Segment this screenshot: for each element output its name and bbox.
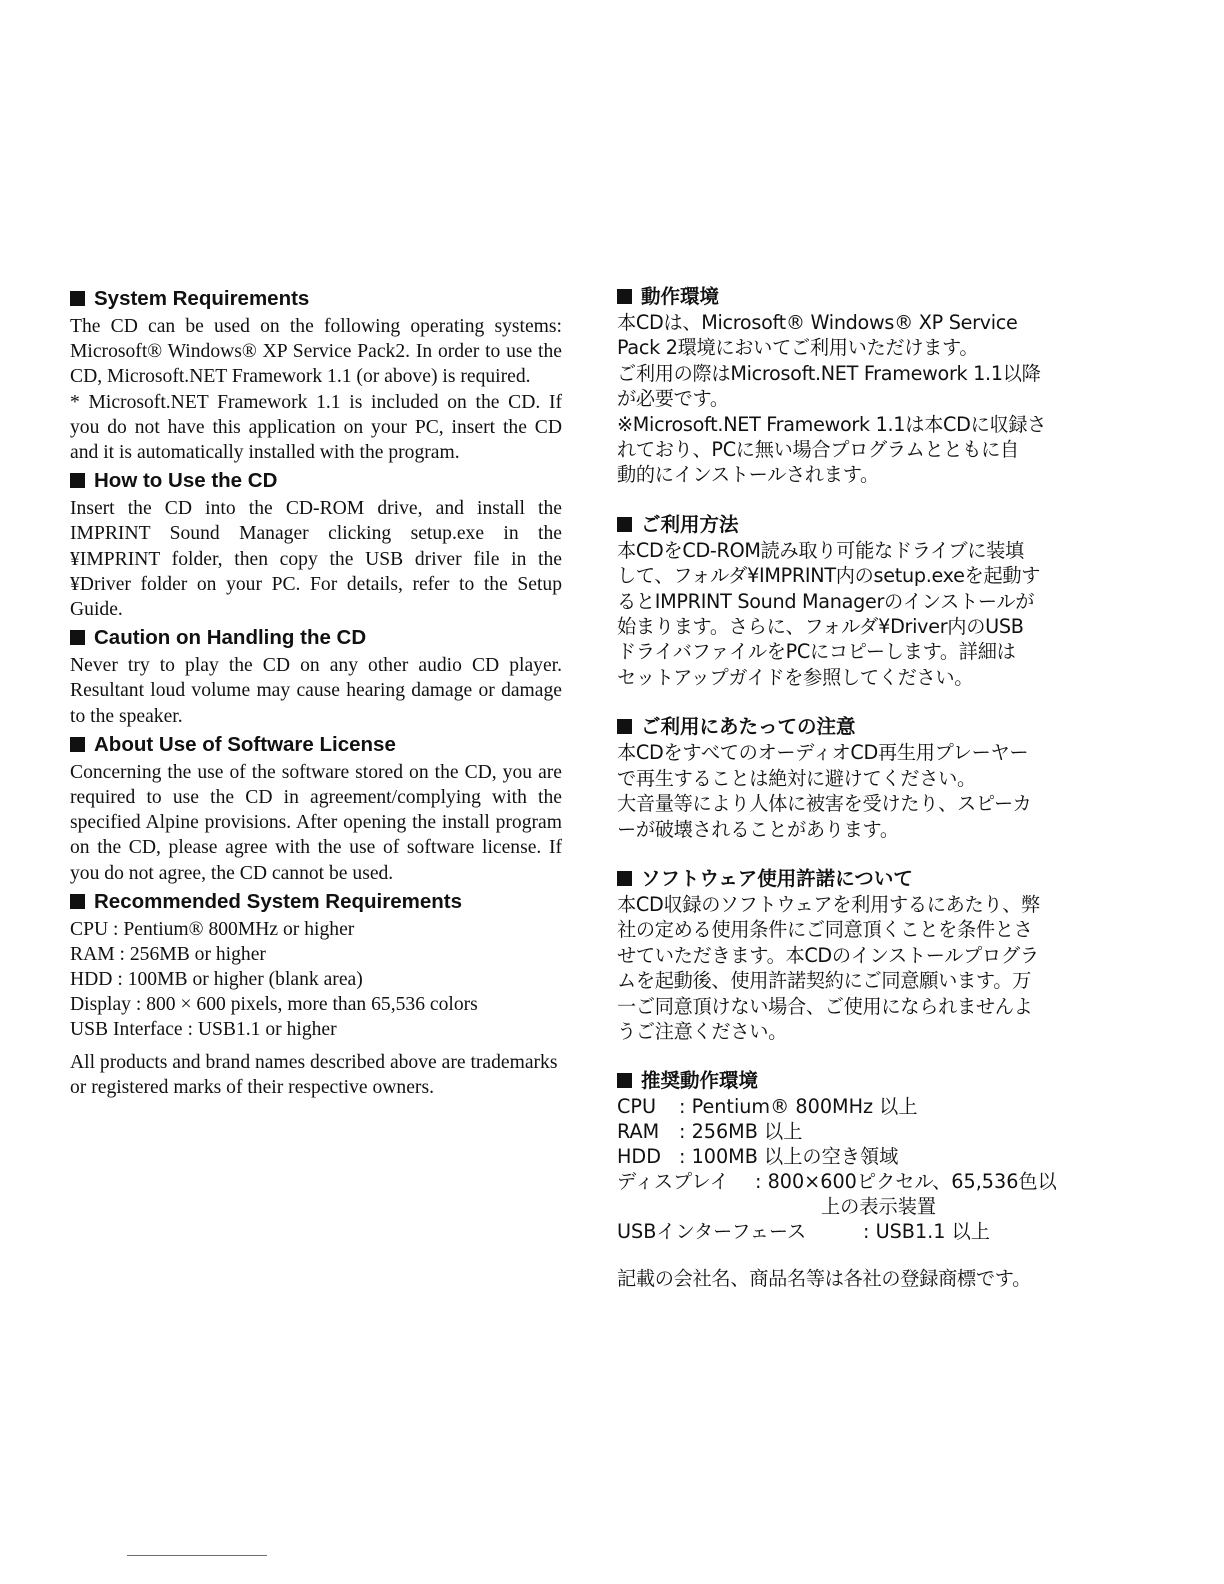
square-bullet-icon xyxy=(617,1073,632,1088)
spec-row-cpu: CPU : Pentium® 800MHz 以上 xyxy=(617,1095,918,1119)
section-heading: Recommended System Requirements xyxy=(70,887,562,917)
section-heading: About Use of Software License xyxy=(70,730,562,760)
english-column xyxy=(70,284,562,1100)
section-heading: ソフトウェア使用許諾について xyxy=(617,866,1117,892)
section-heading: 推奨動作環境 xyxy=(617,1068,1117,1094)
square-bullet-icon xyxy=(70,894,85,909)
spec-row-hdd: HDD : 100MB 以上の空き領域 xyxy=(617,1145,899,1169)
spec-row-ram: RAM : 256MB 以上 xyxy=(617,1120,803,1144)
trademark-note: 記載の会社名、商品名等は各社の登録商標です。 xyxy=(617,1267,1031,1291)
square-bullet-icon xyxy=(617,517,632,532)
section-heading: 動作環境 xyxy=(617,284,1117,310)
spec-row-display-cont: 上の表示装置 xyxy=(821,1195,937,1219)
line: 大音量等により人体に被害を受けたり、スピーカ xyxy=(617,792,1032,816)
paragraph: Never try to play the CD on any other audio CD player. Resultant loud volume may cause hearing damage or damage to the speaker. xyxy=(70,655,562,727)
section-chuui xyxy=(617,714,1117,842)
spec-row-display: Display : 800 × 600 pixels, more than 65,536 colors xyxy=(70,993,478,1015)
line: るとIMPRINT Sound Managerのインストールが xyxy=(617,589,1035,613)
paragraph: The CD can be used on the following operating systems: Microsoft® Windows® XP Service Pack2. In order to use the CD, Microsoft.NET Framework 1.1 (or above) is required. xyxy=(70,316,562,388)
section-software-kyodaku xyxy=(617,866,1117,1044)
paragraph: * Microsoft.NET Framework 1.1 is included on the CD. If you do not have this application on your PC, insert the CD and it is automatically installed with the program. xyxy=(70,391,562,464)
section-suishou xyxy=(617,1068,1117,1244)
line: 本CDをCD-ROM読み取り可能なドライブに装填 xyxy=(617,538,1024,562)
japanese-column xyxy=(617,284,1117,1292)
line: して、フォルダ¥IMPRINT内のsetup.exeを起動す xyxy=(617,564,1041,588)
footer-divider xyxy=(127,1555,267,1556)
line: ーが破壊されることがあります。 xyxy=(617,817,899,841)
spec-row-ram: RAM : 256MB or higher xyxy=(70,943,266,965)
line: 一ご同意頂けない場合、ご使用になられませんよ xyxy=(617,994,1033,1018)
section-heading: How to Use the CD xyxy=(70,466,562,496)
spec-row-usb: USB Interface : USB1.1 or higher xyxy=(70,1018,337,1040)
section-how-to-use xyxy=(70,466,562,622)
trademark-note: All products and brand names described above are trademarks or registered marks of their respective owners. xyxy=(70,1051,558,1099)
section-recommended xyxy=(70,887,562,1042)
square-bullet-icon xyxy=(70,291,85,306)
line: 本CD収録のソフトウェアを利用するにあたり、弊 xyxy=(617,892,1041,916)
line: が必要です。 xyxy=(617,387,729,411)
square-bullet-icon xyxy=(617,289,632,304)
spec-row-usb: USBインターフェース : USB1.1 以上 xyxy=(617,1220,990,1244)
line: ご利用の際はMicrosoft.NET Framework 1.1以降 xyxy=(617,361,1041,385)
square-bullet-icon xyxy=(617,719,632,734)
spec-row-cpu: CPU : Pentium® 800MHz or higher xyxy=(70,918,355,940)
line: で再生することは絶対に避けてください。 xyxy=(617,766,976,790)
spec-row-hdd: HDD : 100MB or higher (blank area) xyxy=(70,968,363,990)
section-heading: System Requirements xyxy=(70,284,562,314)
spec-row-display: ディスプレイ : 800×600ピクセル、65,536色以 xyxy=(617,1170,1057,1194)
line: 本CDは、Microsoft® Windows® XP Service xyxy=(617,311,1018,334)
square-bullet-icon xyxy=(70,473,85,488)
section-caution xyxy=(70,623,562,729)
line: Pack 2環境においてご利用いただけます。 xyxy=(617,336,979,360)
line: 動的にインストールされます。 xyxy=(617,463,879,487)
section-dousa-kankyou xyxy=(617,284,1117,488)
section-goriyou-houhou xyxy=(617,512,1117,690)
square-bullet-icon xyxy=(70,630,85,645)
line: うご注意ください。 xyxy=(617,1019,787,1043)
section-heading: Caution on Handling the CD xyxy=(70,623,562,653)
line: ムを起動後、使用許諾契約にご同意願います。万 xyxy=(617,969,1031,993)
section-heading: ご利用にあたっての注意 xyxy=(617,714,1117,740)
line: れており、PCに無い場合プログラムとともに自 xyxy=(617,438,1019,462)
line: ドライバファイルをPCにコピーします。詳細は xyxy=(617,640,1016,664)
line: セットアップガイドを参照してください。 xyxy=(617,665,974,689)
paragraph: Concerning the use of the software stored on the CD, you are required to use the CD in agreement/complying with the specified Alpine provisions. After opening the install program on the CD, please agree with the use of software license. If you do not agree, the CD cannot be used. xyxy=(70,761,562,884)
square-bullet-icon xyxy=(70,737,85,752)
line: ※Microsoft.NET Framework 1.1は本CDに収録さ xyxy=(617,412,1047,436)
section-software-license xyxy=(70,730,562,886)
section-system-requirements xyxy=(70,284,562,465)
section-heading: ご利用方法 xyxy=(617,512,1117,538)
line: 本CDをすべてのオーディオCD再生用プレーヤー xyxy=(617,741,1029,765)
line: 社の定める使用条件にご同意頂くことを条件とさ xyxy=(617,918,1033,942)
paragraph: Insert the CD into the CD-ROM drive, and install the IMPRINT Sound Manager clicking setup.exe in the ¥IMPRINT folder, then copy the USB driver file in the ¥Driver folder on your PC. For details, refer to the Setup Guide. xyxy=(70,498,562,621)
line: 始まります。さらに、フォルダ¥Driver内のUSB xyxy=(617,615,1024,639)
square-bullet-icon xyxy=(617,871,632,886)
line: せていただきます。本CDのインストールプログラ xyxy=(617,943,1039,967)
